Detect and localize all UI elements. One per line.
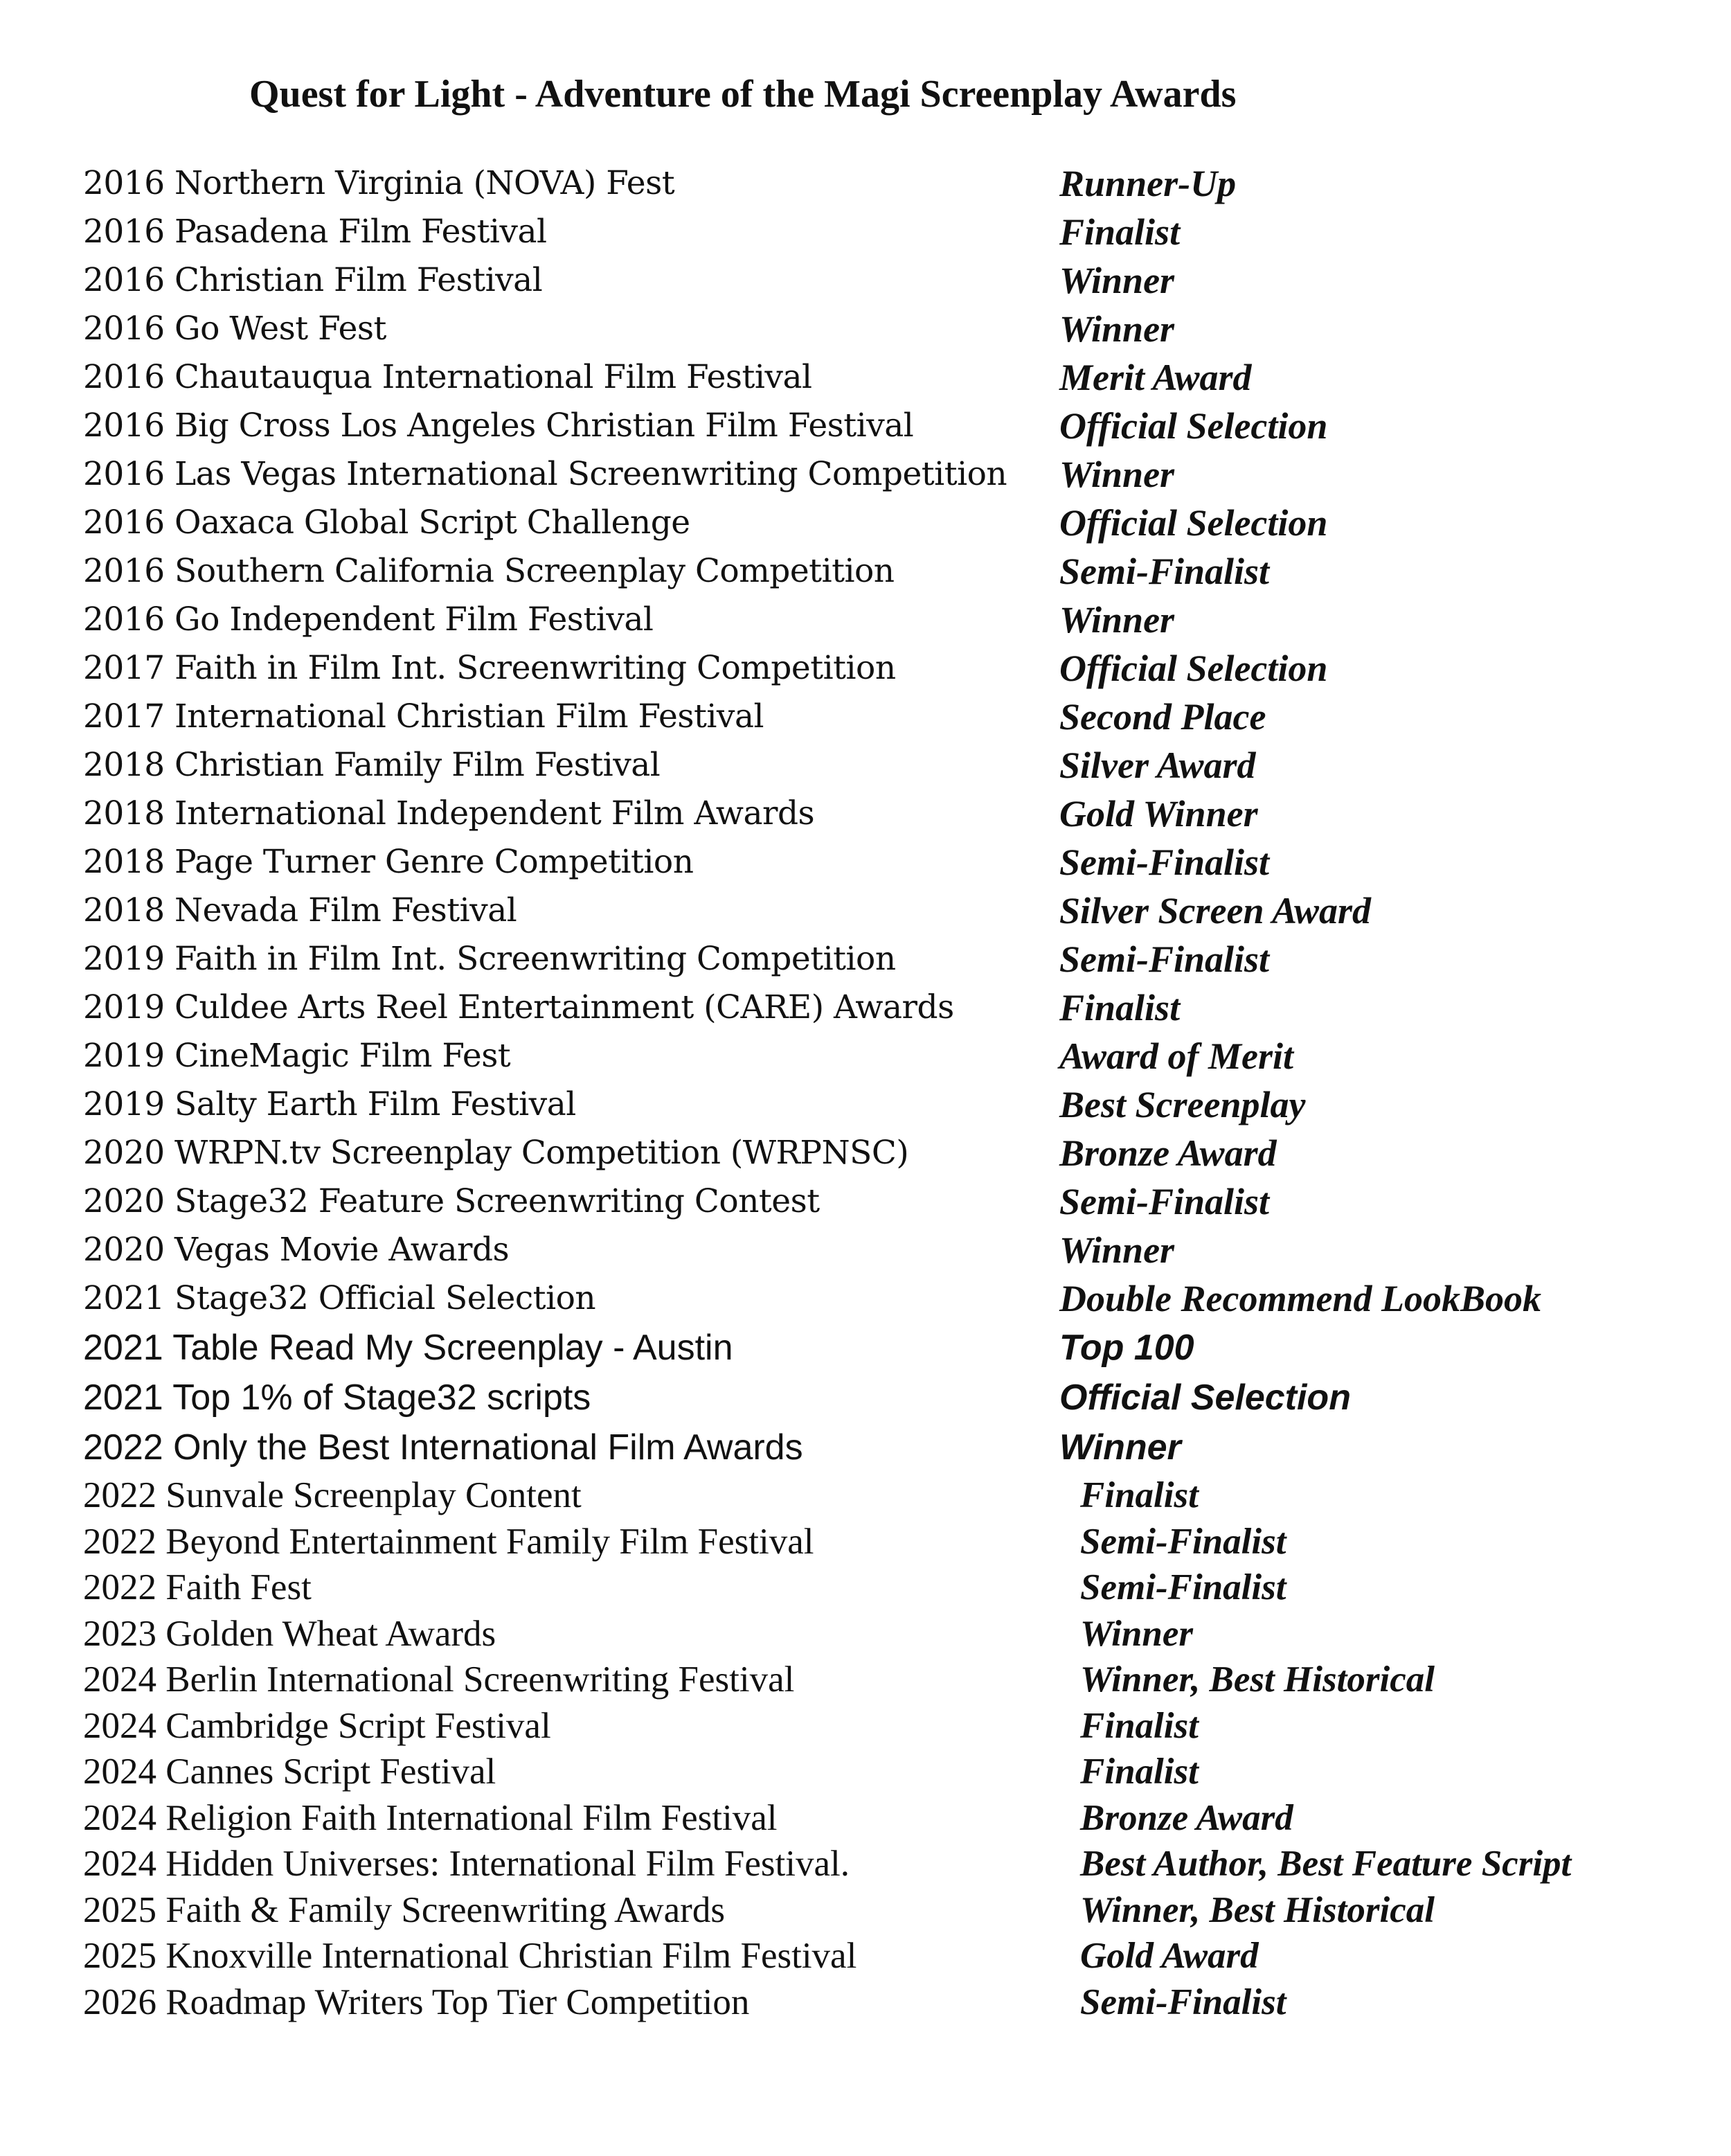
festival-name: 2024 Religion Faith International Film Festival [83, 1797, 778, 1838]
award-result: Bronze Award [1059, 1132, 1277, 1174]
award-row [83, 256, 1676, 305]
festival-name: 2021 Table Read My Screenplay - Austin [83, 1328, 733, 1368]
festival-name: 2021 Stage32 Official Selection [83, 1279, 596, 1317]
award-row [83, 1611, 1676, 1657]
festival-name: 2016 Las Vegas International Screenwriting Competition [83, 455, 1007, 493]
award-row [83, 402, 1676, 450]
award-result: Finalist [1080, 1705, 1199, 1746]
award-row [83, 1129, 1676, 1177]
awards-list [83, 159, 1676, 2025]
award-result: Bronze Award [1080, 1797, 1293, 1838]
award-result: Award of Merit [1059, 1035, 1294, 1077]
festival-name: 2018 International Independent Film Awards [83, 794, 815, 832]
award-row [83, 1703, 1676, 1749]
award-result: Runner-Up [1059, 163, 1237, 204]
festival-name: 2016 Go West Fest [83, 310, 386, 348]
festival-name: 2017 International Christian Film Festival [83, 697, 764, 736]
award-row [83, 1323, 1676, 1373]
award-row [83, 596, 1676, 644]
festival-name: 2018 Nevada Film Festival [83, 891, 517, 929]
festival-name: 2024 Cannes Script Festival [83, 1752, 496, 1792]
award-result: Semi-Finalist [1059, 1181, 1270, 1222]
festival-name: 2016 Big Cross Los Angeles Christian Film Festival [83, 407, 914, 445]
award-result: Top 100 [1059, 1328, 1194, 1368]
award-row [83, 741, 1676, 790]
award-row [83, 547, 1676, 596]
award-result: Finalist [1080, 1475, 1199, 1515]
award-result: Second Place [1059, 696, 1266, 738]
festival-name: 2016 Go Independent Film Festival [83, 600, 654, 639]
award-result: Official Selection [1059, 648, 1328, 689]
award-row [83, 1423, 1676, 1472]
award-result: Best Author, Best Feature Script [1080, 1844, 1572, 1884]
festival-name: 2023 Golden Wheat Awards [83, 1613, 496, 1654]
document-title: Quest for Light - Adventure of the Magi Screenplay Awards [249, 73, 1237, 116]
award-result: Silver Screen Award [1059, 890, 1372, 932]
award-row [83, 644, 1676, 693]
award-row [83, 1887, 1676, 1934]
award-row [83, 1841, 1676, 1887]
award-row [83, 1373, 1676, 1423]
award-result: Official Selection [1059, 405, 1328, 447]
festival-name: 2019 Faith in Film Int. Screenwriting Competition [83, 940, 896, 978]
festival-name: 2016 Northern Virginia (NOVA) Fest [83, 164, 675, 202]
award-row [83, 450, 1676, 499]
award-row [83, 790, 1676, 838]
award-row [83, 1032, 1676, 1080]
festival-name: 2024 Hidden Universes: International Film Festival. [83, 1844, 850, 1884]
award-result: Winner [1059, 260, 1175, 301]
festival-name: 2020 Vegas Movie Awards [83, 1231, 510, 1269]
festival-name: 2016 Christian Film Festival [83, 261, 543, 299]
award-result: Semi-Finalist [1059, 551, 1270, 592]
award-result: Semi-Finalist [1059, 938, 1270, 980]
festival-name: 2022 Only the Best International Film Awards [83, 1427, 803, 1468]
award-row [83, 1933, 1676, 1979]
award-result: Winner [1059, 599, 1175, 641]
award-row [83, 1080, 1676, 1129]
award-row [83, 693, 1676, 741]
festival-name: 2022 Sunvale Screenplay Content [83, 1475, 582, 1515]
festival-name: 2022 Faith Fest [83, 1567, 312, 1607]
award-result: Gold Award [1080, 1936, 1259, 1976]
award-row [83, 983, 1676, 1032]
award-row [83, 887, 1676, 935]
award-result: Finalist [1059, 211, 1181, 253]
award-row [83, 1274, 1676, 1323]
award-row [83, 353, 1676, 402]
festival-name: 2018 Christian Family Film Festival [83, 746, 661, 784]
award-result: Winner [1059, 308, 1175, 350]
award-result: Semi-Finalist [1080, 1981, 1286, 2022]
festival-name: 2024 Berlin International Screenwriting Festival [83, 1659, 795, 1700]
award-row [83, 1657, 1676, 1703]
award-row [83, 208, 1676, 256]
festival-name: 2025 Faith & Family Screenwriting Awards [83, 1889, 725, 1930]
award-result: Finalist [1059, 987, 1181, 1028]
festival-name: 2019 Salty Earth Film Festival [83, 1085, 576, 1123]
festival-name: 2025 Knoxville International Christian Film Festival [83, 1936, 857, 1976]
award-row [83, 1979, 1676, 2026]
award-row [83, 1226, 1676, 1274]
award-result: Double Recommend LookBook [1059, 1278, 1541, 1319]
award-result: Winner [1059, 1229, 1175, 1271]
festival-name: 2021 Top 1% of Stage32 scripts [83, 1378, 591, 1418]
award-row [83, 1749, 1676, 1795]
award-result: Winner [1059, 1427, 1181, 1468]
festival-name: 2018 Page Turner Genre Competition [83, 843, 694, 881]
award-result: Gold Winner [1059, 793, 1258, 835]
festival-name: 2019 Culdee Arts Reel Entertainment (CARE) Awards [83, 988, 954, 1026]
festival-name: 2020 Stage32 Feature Screenwriting Contest [83, 1182, 820, 1220]
award-result: Semi-Finalist [1059, 841, 1270, 883]
award-row [83, 159, 1676, 208]
award-result: Official Selection [1059, 1378, 1351, 1418]
festival-name: 2016 Oaxaca Global Script Challenge [83, 504, 690, 542]
award-result: Winner, Best Historical [1080, 1889, 1435, 1930]
award-row [83, 1795, 1676, 1842]
award-row [83, 1177, 1676, 1226]
award-result: Semi-Finalist [1080, 1521, 1286, 1562]
award-result: Official Selection [1059, 502, 1328, 544]
festival-name: 2016 Chautauqua International Film Festival [83, 358, 812, 396]
award-result: Winner, Best Historical [1080, 1659, 1435, 1700]
festival-name: 2024 Cambridge Script Festival [83, 1705, 551, 1746]
festival-name: 2017 Faith in Film Int. Screenwriting Competition [83, 649, 896, 687]
festival-name: 2016 Southern California Screenplay Competition [83, 552, 895, 590]
award-row [83, 499, 1676, 547]
award-result: Winner [1080, 1613, 1193, 1654]
award-row [83, 305, 1676, 353]
festival-name: 2026 Roadmap Writers Top Tier Competition [83, 1981, 750, 2022]
award-result: Winner [1059, 454, 1175, 495]
award-row [83, 1565, 1676, 1611]
award-result: Best Screenplay [1059, 1084, 1306, 1125]
award-result: Merit Award [1059, 357, 1252, 398]
festival-name: 2019 CineMagic Film Fest [83, 1037, 511, 1075]
award-row [83, 1472, 1676, 1519]
festival-name: 2016 Pasadena Film Festival [83, 213, 547, 251]
award-result: Silver Award [1059, 745, 1256, 786]
award-row [83, 838, 1676, 887]
festival-name: 2020 WRPN.tv Screenplay Competition (WRPNSC) [83, 1134, 909, 1172]
award-row [83, 1519, 1676, 1565]
award-row [83, 935, 1676, 983]
award-result: Finalist [1080, 1752, 1199, 1792]
award-result: Semi-Finalist [1080, 1567, 1286, 1607]
festival-name: 2022 Beyond Entertainment Family Film Festival [83, 1521, 814, 1562]
